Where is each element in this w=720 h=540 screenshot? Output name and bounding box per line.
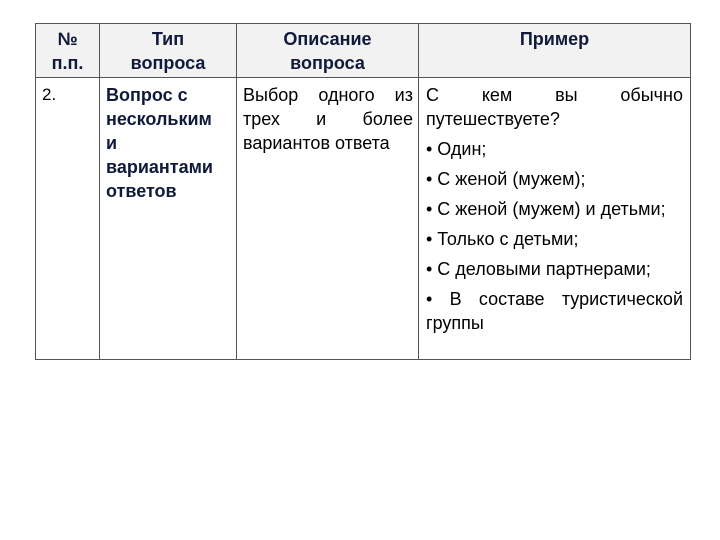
example-option: • С женой (мужем); xyxy=(426,169,586,189)
type-line: вариантами xyxy=(106,157,213,177)
row-number: 2. xyxy=(36,78,100,360)
table-body xyxy=(36,78,691,360)
survey-question-table xyxy=(35,23,691,360)
example-option: • В составе туристической группы xyxy=(426,289,683,333)
row-question-description: Выбор одного из трех и более вариантов ответа xyxy=(237,78,419,360)
header-number-line2: п.п. xyxy=(51,53,84,73)
example-option: • Только с детьми; xyxy=(426,229,579,249)
type-line: нескольким xyxy=(106,109,212,129)
type-line: и xyxy=(106,133,118,153)
type-line: Вопрос с xyxy=(106,85,188,105)
header-desc-line2: вопроса xyxy=(290,53,365,73)
header-example xyxy=(419,24,691,78)
example-option: • С женой (мужем) и детьми; xyxy=(426,199,666,219)
table-row xyxy=(36,78,691,360)
header-question-type xyxy=(100,24,237,78)
example-question: С кем вы обычно путешествуете? xyxy=(426,85,683,129)
header-desc-line1: Описание xyxy=(283,29,372,49)
row-question-type xyxy=(100,78,237,360)
header-number-line1: № xyxy=(57,29,78,49)
header-type-line2: вопроса xyxy=(130,53,206,73)
type-line: ответов xyxy=(106,181,177,201)
header-question-description xyxy=(237,24,419,78)
example-option: • Один; xyxy=(426,139,487,159)
row-example xyxy=(419,78,691,360)
header-number xyxy=(36,24,100,78)
example-option: • С деловыми партнерами; xyxy=(426,259,651,279)
header-type-line1: Тип xyxy=(151,29,185,49)
table-header xyxy=(36,24,691,78)
header-example-label: Пример xyxy=(519,29,590,49)
header-row xyxy=(36,24,691,78)
